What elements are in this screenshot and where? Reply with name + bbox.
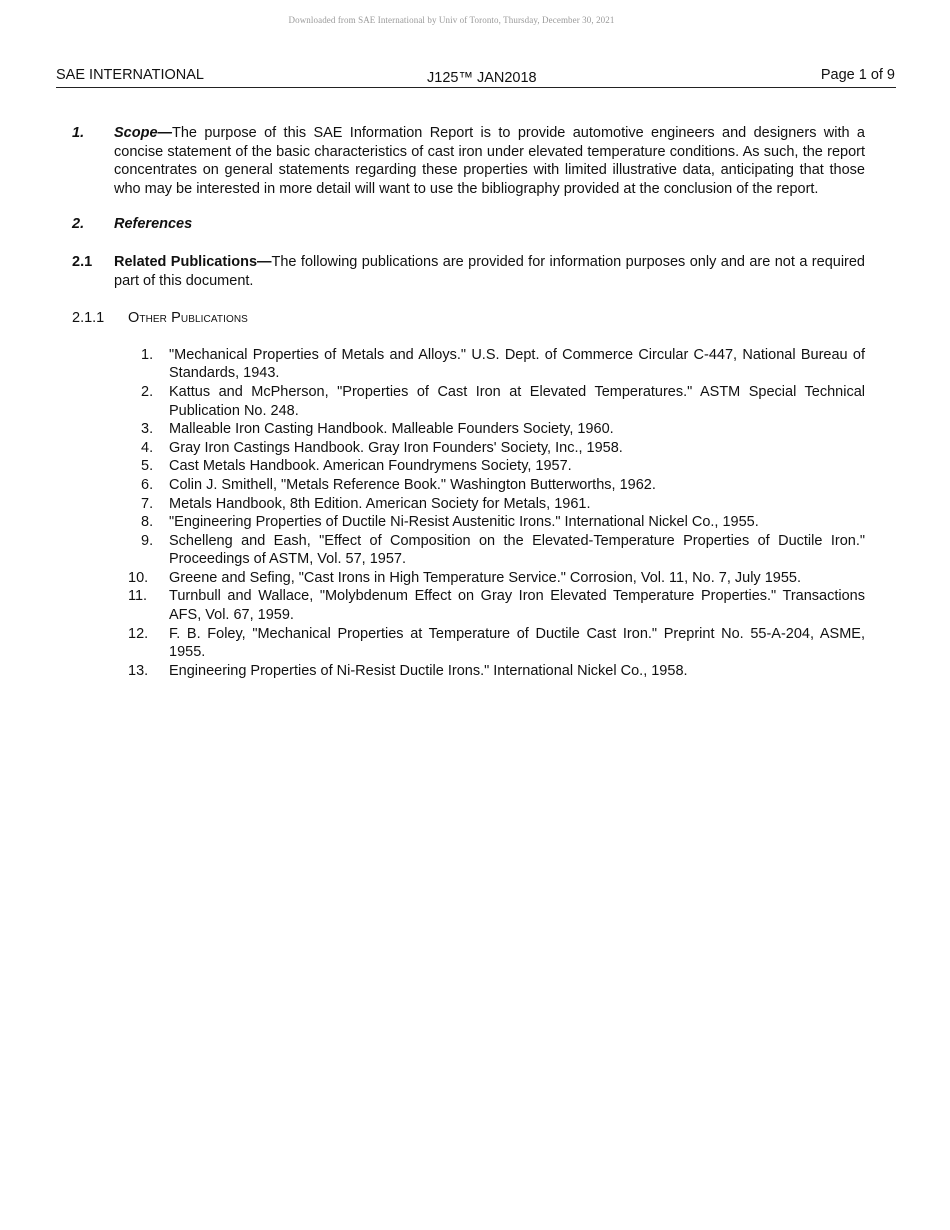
list-item-text: "Engineering Properties of Ductile Ni-Resist Austenitic Irons." International Nickel Co., 1955. — [169, 514, 759, 531]
list-item-text: Greene and Sefing, "Cast Irons in High Temperature Service." Corrosion, Vol. 11, No. 7, July 1955. — [169, 569, 801, 586]
section-scope-body — [114, 124, 865, 198]
list-item-number: 3. — [141, 421, 154, 438]
list-item-number: 6. — [141, 476, 154, 493]
section-text: The purpose of this SAE Information Report is to provide automotive engineers and designers with a concise statement of the basic characteristics of cast iron under elevated temperature conditions. As such, the report concentrates on general statements regarding these properties with limited illustrative data, anticipating that those who may be interested in more detail will want to use the bibliography provided at the conclusion of the report. — [114, 125, 865, 197]
list-item-text: Cast Metals Handbook. American Foundrymens Society, 1957. — [169, 458, 572, 475]
list-item-number: 13. — [128, 662, 149, 679]
section-title: References — [114, 216, 193, 233]
list-item-text: F. B. Foley, "Mechanical Properties at Temperature of Ductile Cast Iron." Preprint No. 55-A-204, ASME, 1955. — [169, 625, 865, 661]
list-item-number: 10. — [128, 569, 149, 586]
list-item-text: Metals Handbook, 8th Edition. American Society for Metals, 1961. — [169, 495, 591, 512]
list-item — [128, 625, 865, 662]
list-item — [128, 532, 865, 569]
list-item-number: 9. — [141, 532, 154, 549]
list-item — [128, 513, 865, 532]
list-item-number: 2. — [141, 383, 154, 400]
section-related-publications — [72, 253, 865, 290]
page-header — [56, 66, 896, 88]
section-scope — [72, 124, 865, 198]
subsection-number: 2.1.1 — [72, 310, 105, 327]
list-item-number: 4. — [141, 439, 154, 456]
subsection-title: Other Publications — [128, 310, 248, 327]
list-item-text: Turnbull and Wallace, "Molybdenum Effect on Gray Iron Elevated Temperature Properties." Transactions AFS, Vol. 67, 1959. — [169, 588, 865, 624]
list-item-text: Kattus and McPherson, "Properties of Cast Iron at Elevated Temperatures." ASTM Special Technical Publication No. 248. — [169, 383, 865, 419]
subsection-other-publications — [72, 309, 865, 328]
list-item — [128, 420, 865, 439]
list-item-number: 7. — [141, 495, 154, 512]
page-number: Page 1 of 9 — [820, 67, 895, 83]
list-item — [128, 476, 865, 495]
list-item-number: 12. — [128, 625, 149, 642]
list-item — [128, 346, 865, 383]
download-watermark: Downloaded from SAE International by Univ of Toronto, Thursday, December 30, 2021 — [288, 15, 615, 25]
section-number: 1. — [72, 125, 85, 141]
list-item — [128, 587, 865, 624]
list-item — [128, 457, 865, 476]
list-item-text: Colin J. Smithell, "Metals Reference Book." Washington Butterworths, 1962. — [169, 476, 656, 493]
section-number: 2. — [72, 216, 85, 233]
document-id: J125™ JAN2018 — [427, 70, 537, 86]
publisher-name: SAE INTERNATIONAL — [56, 67, 204, 83]
section-title: Related Publications— — [114, 253, 272, 270]
section-references — [72, 215, 865, 234]
list-item-number: 8. — [141, 514, 154, 531]
list-item-text: "Mechanical Properties of Metals and Alloys." U.S. Dept. of Commerce Circular C-447, National Bureau of Standards, 1943. — [169, 346, 865, 382]
reference-list — [72, 346, 865, 681]
section-text: The following publications are provided for information purposes only and are not a required part of this document. — [114, 253, 865, 289]
section-number: 2.1 — [72, 253, 93, 270]
list-item-text: Engineering Properties of Ni-Resist Ductile Irons." International Nickel Co., 1958. — [169, 662, 688, 679]
section-related-body — [114, 253, 865, 290]
list-item — [128, 495, 865, 514]
list-item — [128, 662, 865, 681]
list-item — [128, 383, 865, 420]
list-item — [128, 439, 865, 458]
list-item-text: Gray Iron Castings Handbook. Gray Iron Founders' Society, Inc., 1958. — [169, 439, 623, 456]
section-title: Scope— — [114, 125, 173, 141]
list-item — [128, 569, 865, 588]
document-body — [72, 124, 865, 680]
list-item-number: 5. — [141, 458, 154, 475]
list-item-text: Malleable Iron Casting Handbook. Malleable Founders Society, 1960. — [169, 421, 614, 438]
section-references-body — [114, 215, 865, 234]
list-item-number: 11. — [128, 588, 148, 605]
list-item-number: 1. — [141, 346, 154, 363]
list-item-text: Schelleng and Eash, "Effect of Composition on the Elevated-Temperature Properties of Ductile Iron." Proceedings of ASTM, Vol. 57, 1957. — [169, 532, 865, 568]
